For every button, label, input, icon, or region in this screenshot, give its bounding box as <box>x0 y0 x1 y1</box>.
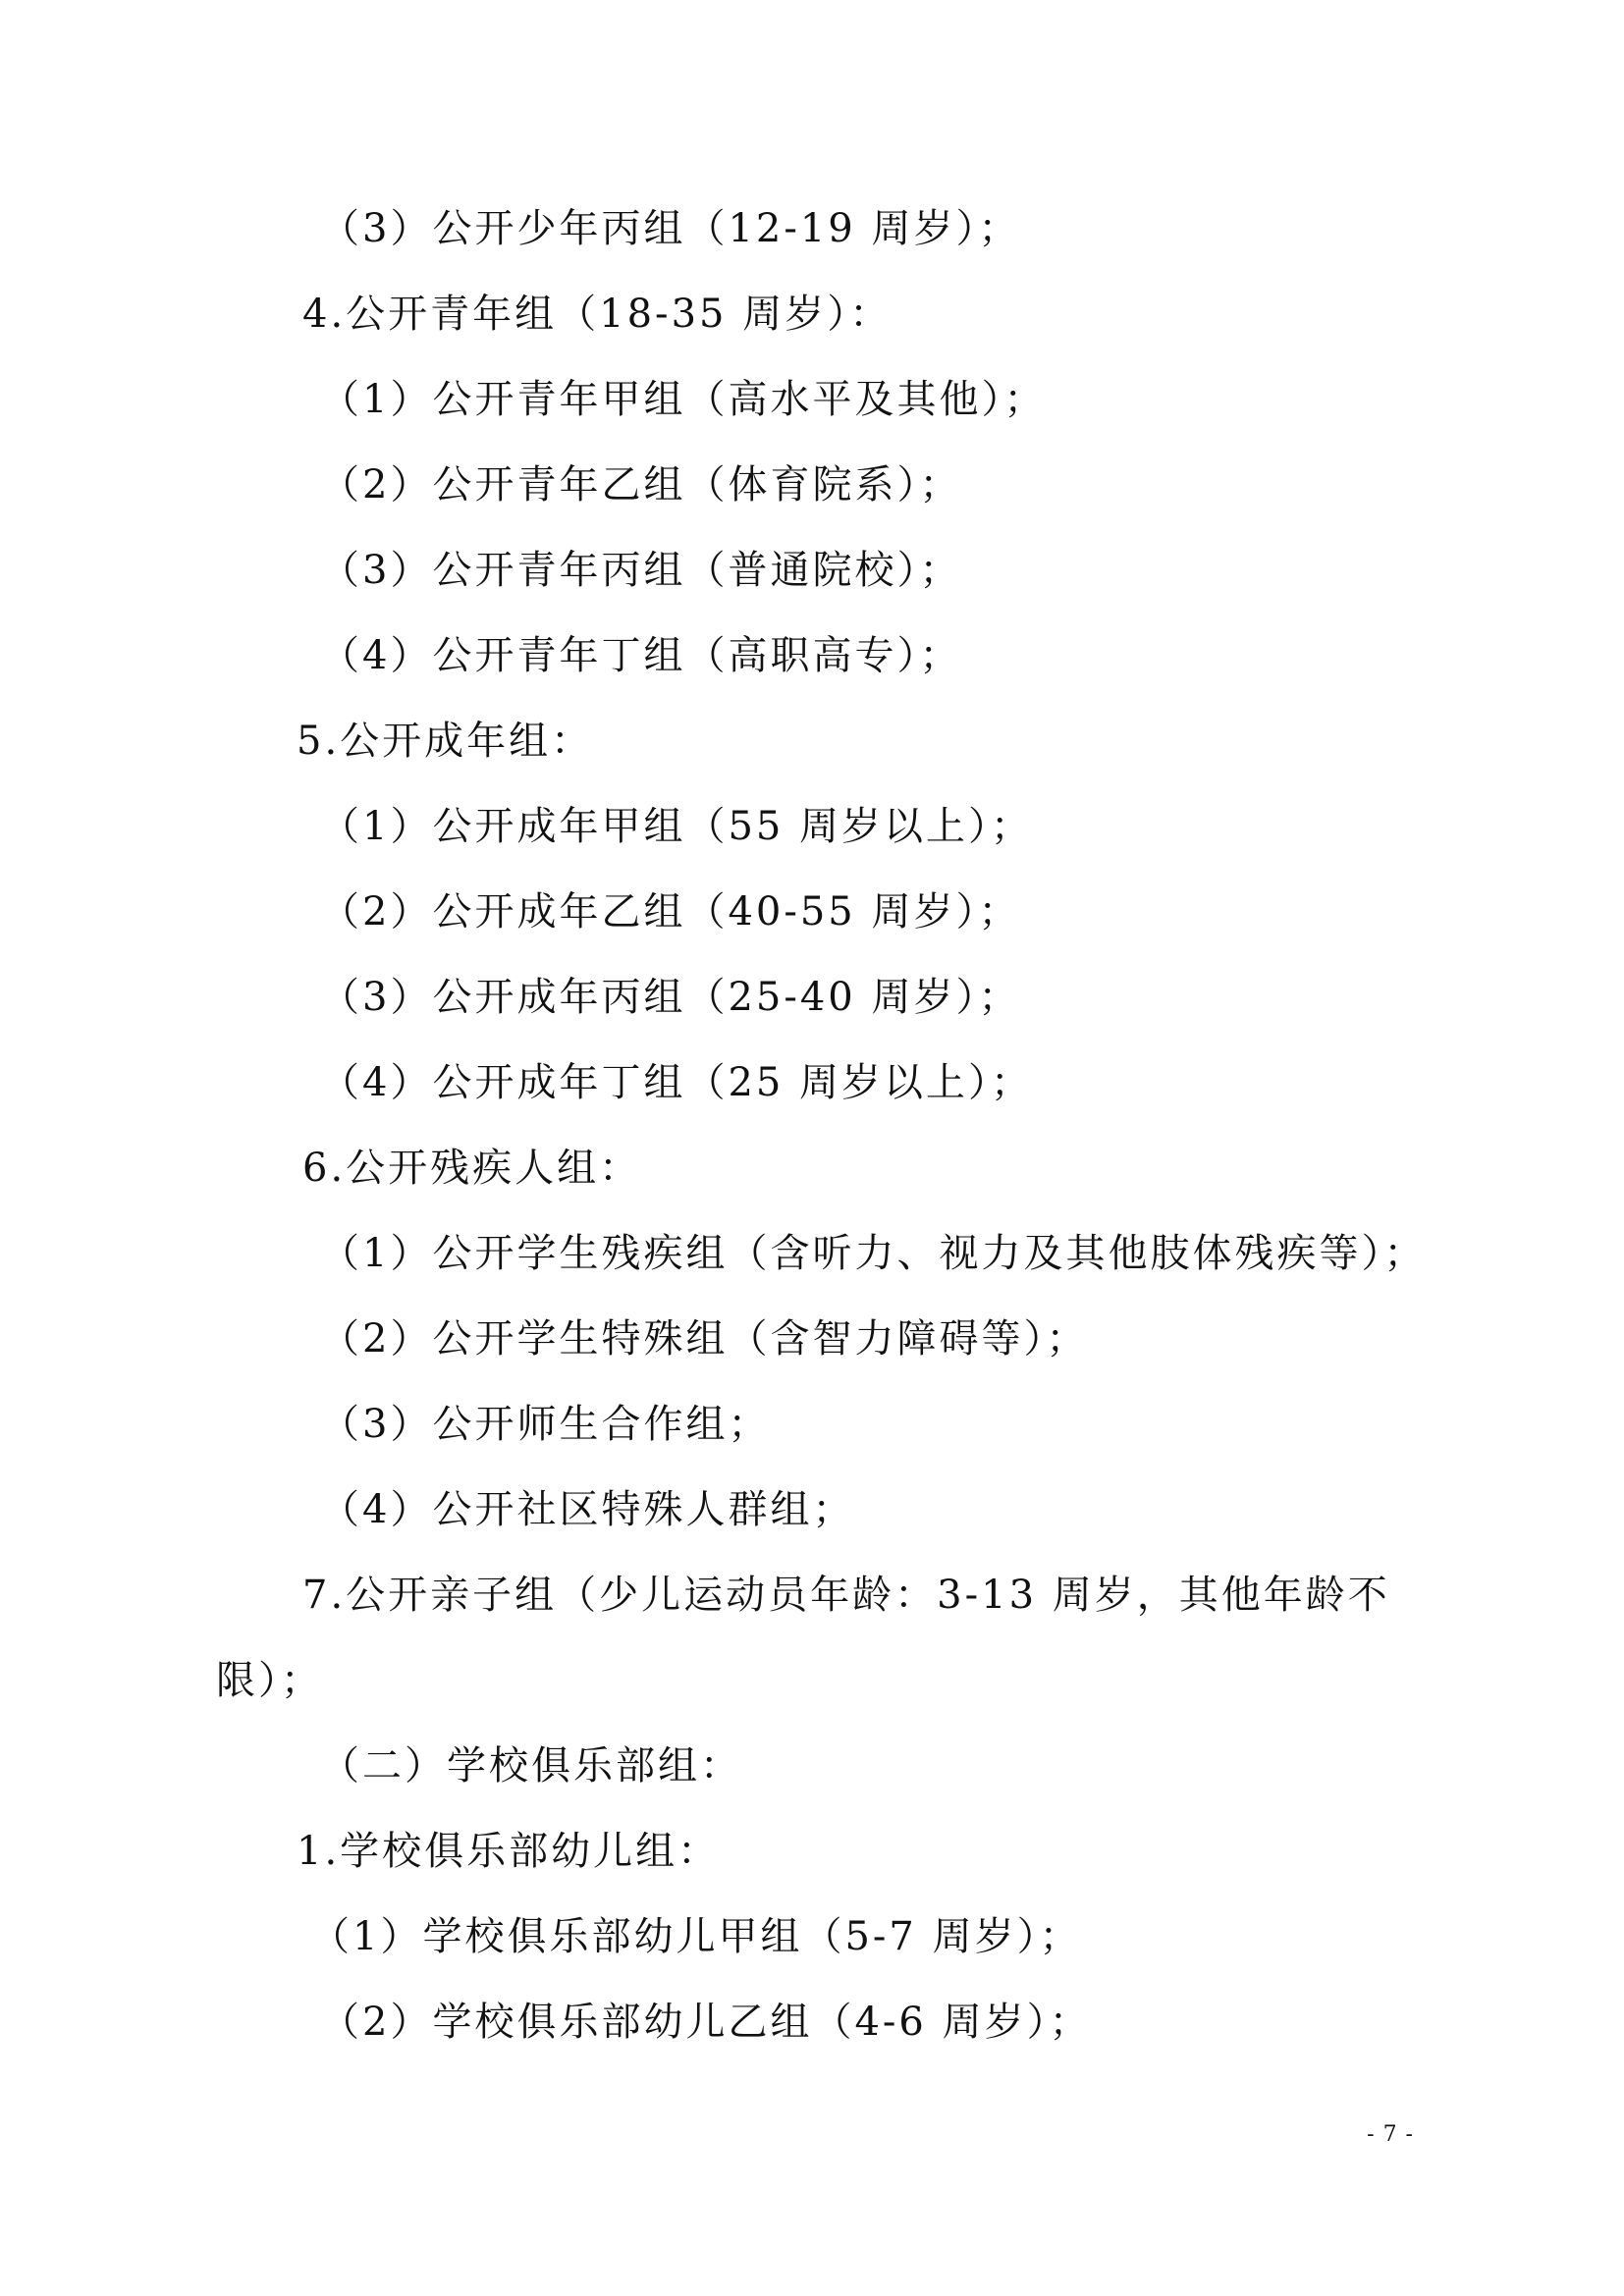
text-line: （3）公开成年丙组（25-40 周岁）； <box>320 975 1021 1020</box>
text-line: 6.公开残疾人组： <box>302 1146 642 1191</box>
text-line: （2）公开成年乙组（40-55 周岁）； <box>320 889 1021 934</box>
text-line: （3）公开青年丙组（普通院校）； <box>320 548 962 593</box>
text-line: （二）学校俱乐部组： <box>320 1743 742 1789</box>
text-line: 限）； <box>216 1658 323 1703</box>
text-line: （1）学校俱乐部幼儿甲组（5-7 周岁）； <box>310 1914 1082 1959</box>
text-line: （4）公开社区特殊人群组； <box>320 1487 855 1532</box>
text-line: （2）公开学生特殊组（含智力障碍等）； <box>320 1316 1089 1362</box>
text-line: 1.学校俱乐部幼儿组： <box>297 1829 721 1874</box>
text-line: （3）公开师生合作组； <box>320 1402 771 1447</box>
text-line: （2）学校俱乐部幼儿乙组（4-6 周岁）； <box>320 2000 1092 2045</box>
page-number: - 7 - <box>1367 2122 1414 2147</box>
text-line: （3）公开少年丙组（12-19 周岁）； <box>320 206 1021 251</box>
text-line: 5.公开成年组： <box>297 719 594 764</box>
text-line: （1）公开学生残疾组（含听力、视力及其他肢体残疾等）； <box>320 1231 1427 1276</box>
text-line: （4）公开成年丁组（25 周岁以上）； <box>320 1060 1034 1105</box>
text-line: 7.公开亲子组（少儿运动员年龄：3-13 周岁，其他年龄不 <box>302 1573 1390 1618</box>
text-line: 4.公开青年组（18-35 周岁）： <box>302 292 893 337</box>
text-line: （1）公开成年甲组（55 周岁以上）； <box>320 804 1034 849</box>
text-line: （4）公开青年丁组（高职高专）； <box>320 633 962 678</box>
text-line: （1）公开青年甲组（高水平及其他）； <box>320 377 1047 422</box>
text-line: （2）公开青年乙组（体育院系）； <box>320 462 962 507</box>
